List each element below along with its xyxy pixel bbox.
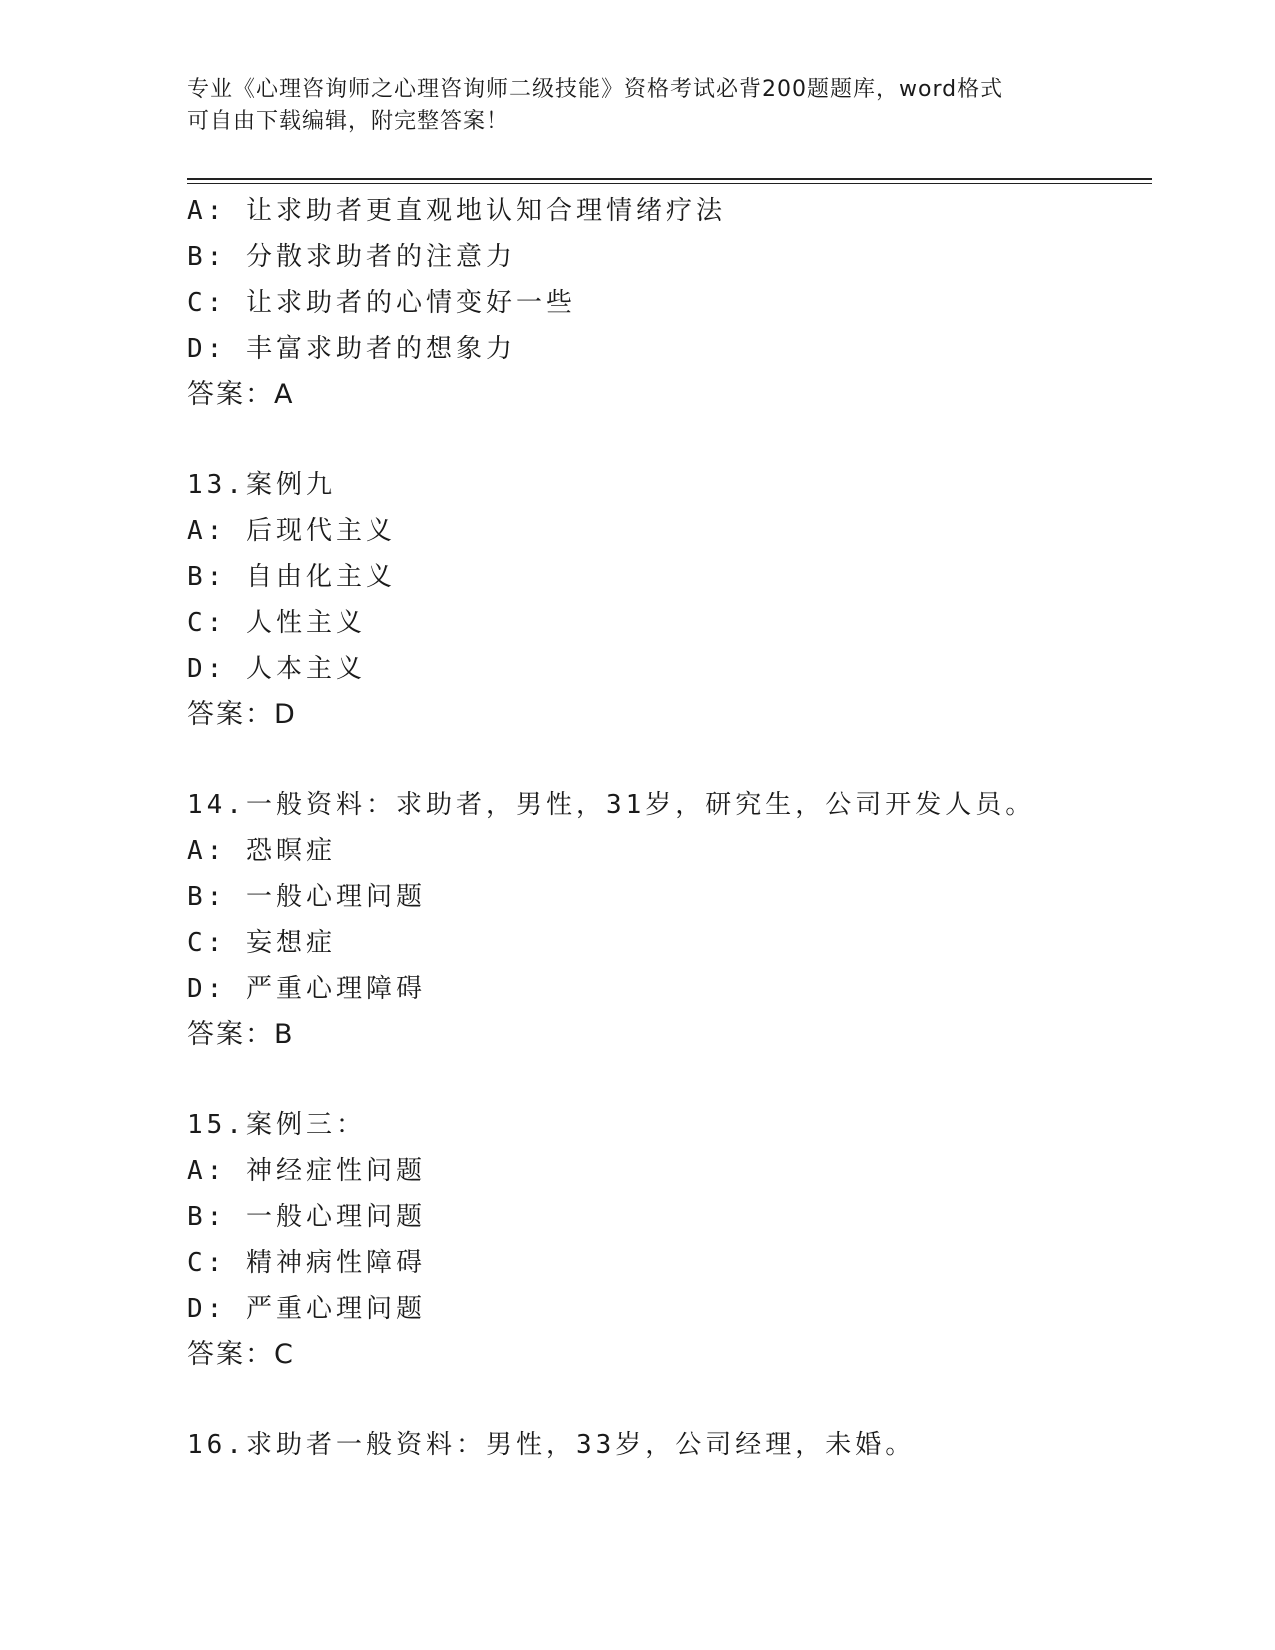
- spacer: [187, 418, 1152, 462]
- option-a: A: 让求助者更直观地认知合理情绪疗法: [187, 196, 726, 226]
- answer-label: 答案：B: [187, 1019, 295, 1050]
- spacer: [187, 738, 1152, 782]
- question-title: 16.求助者一般资料：男性，33岁，公司经理，未婚。: [187, 1430, 916, 1460]
- option-b: B: 一般心理问题: [187, 882, 426, 912]
- document-header: [187, 74, 1087, 138]
- header-title-line-1: 专业《心理咨询师之心理咨询师二级技能》资格考试必背200题题库，word格式: [187, 77, 1004, 102]
- question-block-14: [187, 782, 1152, 1058]
- option-b: B: 分散求助者的注意力: [187, 242, 516, 272]
- question-title: 15.案例三：: [187, 1110, 366, 1140]
- option-d: D: 严重心理障碍: [187, 974, 426, 1004]
- answer-label: 答案：A: [187, 379, 295, 410]
- option-a: A: 后现代主义: [187, 516, 396, 546]
- option-d: D: 丰富求助者的想象力: [187, 334, 516, 364]
- option-b: B: 自由化主义: [187, 562, 396, 592]
- option-c: C: 让求助者的心情变好一些: [187, 288, 576, 318]
- question-block-15: [187, 1102, 1152, 1378]
- spacer: [187, 1058, 1152, 1102]
- header-title-line-2: 可自由下载编辑，附完整答案！: [187, 109, 510, 134]
- question-block-13: [187, 462, 1152, 738]
- option-a: A: 神经症性问题: [187, 1156, 426, 1186]
- option-c: C: 精神病性障碍: [187, 1248, 426, 1278]
- option-d: D: 严重心理问题: [187, 1294, 426, 1324]
- header-divider-thin: [187, 183, 1152, 184]
- answer-label: 答案：C: [187, 1339, 295, 1370]
- option-a: A: 恐暝症: [187, 836, 336, 866]
- question-block-12: [187, 188, 1152, 418]
- option-d: D: 人本主义: [187, 654, 366, 684]
- question-title: 14.一般资料：求助者，男性，31岁，研究生，公司开发人员。: [187, 790, 1036, 820]
- question-title: 13.案例九: [187, 470, 336, 500]
- answer-label: 答案：D: [187, 699, 297, 730]
- option-c: C: 人性主义: [187, 608, 366, 638]
- header-divider-thick: [187, 178, 1152, 180]
- option-b: B: 一般心理问题: [187, 1202, 426, 1232]
- option-c: C: 妄想症: [187, 928, 336, 958]
- question-list: [187, 188, 1152, 1468]
- spacer: [187, 1378, 1152, 1422]
- question-block-16: [187, 1422, 1152, 1468]
